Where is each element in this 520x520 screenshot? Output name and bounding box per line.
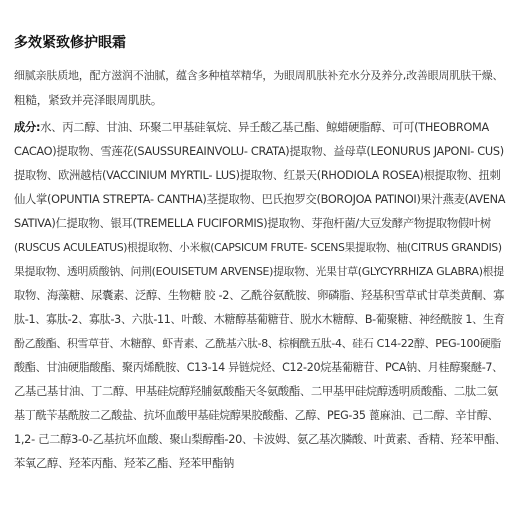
ingredient-line: SATIVA)仁提取物、银耳(TREMELLA FUCIFORMIS)提取物、芽孢杆菌/大豆发酵产物提取物假叶树 xyxy=(14,217,491,230)
ingredients-list xyxy=(14,116,506,476)
ingredient-line: 1,2- 己二醇3-0-乙基抗坏血酸、聚山梨醇酯-20、卡波姆、氨乙基次膦酸、叶黄素、香精、羟苯甲酯、 xyxy=(14,433,506,446)
product-intro xyxy=(14,64,506,112)
ingredient-line: 肽-1、寡肽-2、寡肽-3、六肽-11、叶酸、木糖醇基葡糖苷、脱水木糖醇、B-葡聚糖、神经酰胺 1、生育 xyxy=(14,313,505,326)
ingredient-line: 酸酯、甘油硬脂酸酯、聚丙烯酰胺、C13-14 异链烷烃、C12-20烷基葡糖苷、PCA钠、月桂醇聚醚-7、 xyxy=(14,361,503,374)
intro-line: 细腻亲肤质地，配方滋润不油腻，蕴含多种植萃精华，为眼周肌肤补充水分及养分,改善眼周肌肤干燥、 xyxy=(14,69,504,82)
ingredient-line: (RUSCUS ACULEATUS)根提取物、小米椒(CAPSICUM FRUTE- SCENS果提取物、柚(CITRUS GRANDIS) xyxy=(14,241,502,254)
ingredients-label: 成分: xyxy=(14,121,41,134)
ingredient-line: 酚乙酸酯、积雪草苷、木糖醇、虾青素、乙酰基六肽-8、棕榈酰五肽-4、硅石 C14-22醇、PEG-100硬脂 xyxy=(14,337,501,350)
ingredient-line: CACAO)提取物、雪莲花(SAUSSUREAINVOLU- CRATA)提取物、益母草(LEONURUS JAPONI- CUS) xyxy=(14,145,504,158)
ingredient-line xyxy=(14,116,506,140)
ingredient-line: 取物、海藻糖、尿囊素、泛醇、生物糖 胶 -2、乙酰谷氨酰胺、卵磷脂、羟基积雪草甙甘草类黄酮、寡 xyxy=(14,289,505,302)
ingredient-line: 乙基己基甘油、丁二醇、甲基硅烷醇羟脯氨酸酯天冬氨酸酯、二甲基甲硅烷醇透明质酸酯、二肽二氨 xyxy=(14,385,498,398)
ingredient-line: 仙人掌(OPUNTIA STREPTA- CANTHA)茎提取物、巴氏抱罗交(BOROJOA PATINOI)果汁燕麦(AVENA xyxy=(14,193,506,206)
intro-line: 粗糙，紧致并亮泽眼周肌肤。 xyxy=(14,93,163,107)
ingredient-line: 果提取物、透明质酸钠、问荆(EOUISETUM ARVENSE)提取物、光果甘草(GLYCYRRHIZA GLABRA)根提 xyxy=(14,265,504,278)
ingredient-line: 基丁酰苄基酰胺二乙酸盐、抗坏血酸甲基硅烷醇果胶酸酯、乙醇、PEG-35 蓖麻油、己二醇、辛甘醇、 xyxy=(14,409,499,422)
ingredient-line: 苯氧乙醇、羟苯丙酯、羟苯乙酯、羟苯甲酯钠 xyxy=(14,457,234,470)
ingredient-line-text: 水、丙二醇、甘油、环聚二甲基硅氧烷、异壬酸乙基己酯、鲸蜡硬脂醇、可可(THEOBROMA xyxy=(40,121,489,134)
ingredient-line: 提取物、欧洲越桔(VACCINIUM MYRTIL- LUS)提取物、红景天(RHODIOLA ROSEA)根提取物、扭刺 xyxy=(14,169,501,182)
product-title: 多效紧致修护眼霜 xyxy=(14,35,126,51)
